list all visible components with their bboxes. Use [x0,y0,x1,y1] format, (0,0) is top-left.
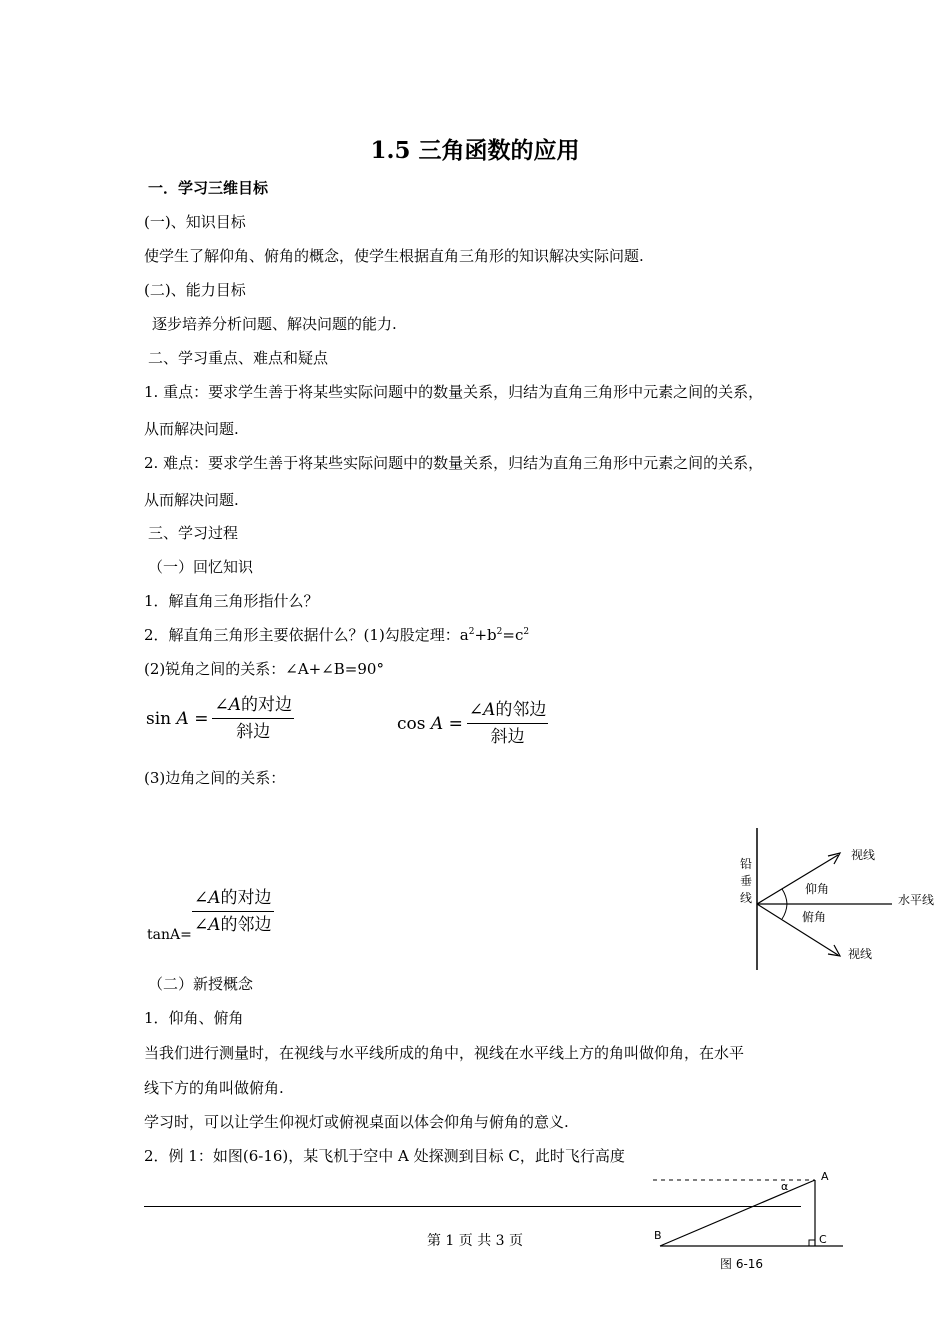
question-1: 1．解直角三角形指什么？ [144,592,319,610]
review-heading: （一）回忆知识 [148,558,254,576]
upward-sight-line [757,855,838,904]
cos-numerator: ∠A的邻边 [467,699,549,724]
label-alpha: α [781,1180,789,1193]
figure-6-16 [645,1165,855,1275]
question-2 [144,625,529,645]
tan-numerator: ∠A的对边 [192,887,274,912]
tan-denominator: ∠A的邻边 [194,915,272,935]
plumb-label-3: 线 [740,891,753,905]
depression-label: 俯角 [802,910,827,924]
concept-1-text-3: 学习时，可以让学生仰视灯或俯视桌面以体会仰角与俯角的意义. [144,1113,569,1131]
concept-1-text-2: 线下方的角叫做俯角. [144,1079,284,1097]
plumb-label-2: 垂 [740,874,753,888]
cos-lhs: cos A = [397,713,463,734]
ability-goal-heading: (二)、能力目标 [144,281,246,299]
exponent: 2 [523,627,530,637]
section-1-heading: 一．学习三维目标 [148,179,269,197]
sin-lhs: sin A = [146,708,209,729]
page-footer: 第 1 页 共 3 页 [426,1233,524,1249]
elevation-depression-figure [720,822,950,974]
cos-denominator: 斜边 [490,727,525,747]
page-title: 1.5 三角函数的应用 [370,137,580,164]
sight-label-up: 视线 [851,848,876,862]
plumb-label-1: 铅 [740,857,753,871]
knowledge-goal-text: 使学生了解仰角、俯角的概念，使学生根据直角三角形的知识解决实际问题. [144,247,644,265]
ability-goal-text: 逐步培养分析问题、解决问题的能力. [152,315,397,333]
key-point-line-1: 1. 重点：要求学生善于将某些实际问题中的数量关系，归结为直角三角形中元素之间的关系， [144,383,764,401]
exponent: 2 [496,627,503,637]
sin-denominator: 斜边 [236,722,271,742]
key-point-line-2: 从而解决问题. [144,420,239,438]
label-c: C [819,1233,827,1246]
difficulty-line-2: 从而解决问题. [144,491,239,509]
section-3-heading: 三、学习过程 [148,524,239,542]
exponent: 2 [468,627,475,637]
acute-angle-relation: (2)锐角之间的关系：∠A+∠B=90° [144,660,384,678]
section-2-heading: 二、学习重点、难点和疑点 [148,349,329,367]
tan-lhs: tanA= [147,927,192,943]
figure-caption: 图 6-16 [720,1257,764,1271]
difficulty-line-1: 2. 难点：要求学生善于将某些实际问题中的数量关系，归结为直角三角形中元素之间的关系， [144,454,764,472]
knowledge-goal-heading: (一)、知识目标 [144,213,246,231]
tan-formula [192,887,274,936]
sin-numerator: ∠A的对边 [212,694,294,719]
label-b: B [654,1229,662,1242]
sight-label-down: 视线 [848,947,873,961]
side-angle-relation: (3)边角之间的关系： [144,769,286,787]
horizontal-label: 水平线 [898,893,935,907]
up-arrowhead [828,853,840,864]
elevation-label: 仰角 [805,882,830,896]
sin-formula [146,694,294,743]
cos-formula [397,699,548,748]
depression-arc [782,904,787,919]
question-2-mid: +b [474,626,497,644]
concept-1-text-1: 当我们进行测量时，在视线与水平线所成的角中，视线在水平线上方的角叫做仰角，在水平 [144,1044,745,1062]
elevation-arc [782,889,787,904]
question-2-text: 2．解直角三角形主要依据什么？(1)勾股定理：a [144,626,469,644]
concept-1-heading: 1．仰角、俯角 [144,1009,244,1027]
new-concepts-heading: （二）新授概念 [148,975,254,993]
example-1-text: 2．例 1：如图(6-16)，某飞机于空中 A 处探测到目标 C，此时飞行高度 [144,1147,625,1165]
label-a: A [821,1170,829,1183]
footer-rule [144,1206,801,1207]
question-2-eq: =c [502,626,524,644]
